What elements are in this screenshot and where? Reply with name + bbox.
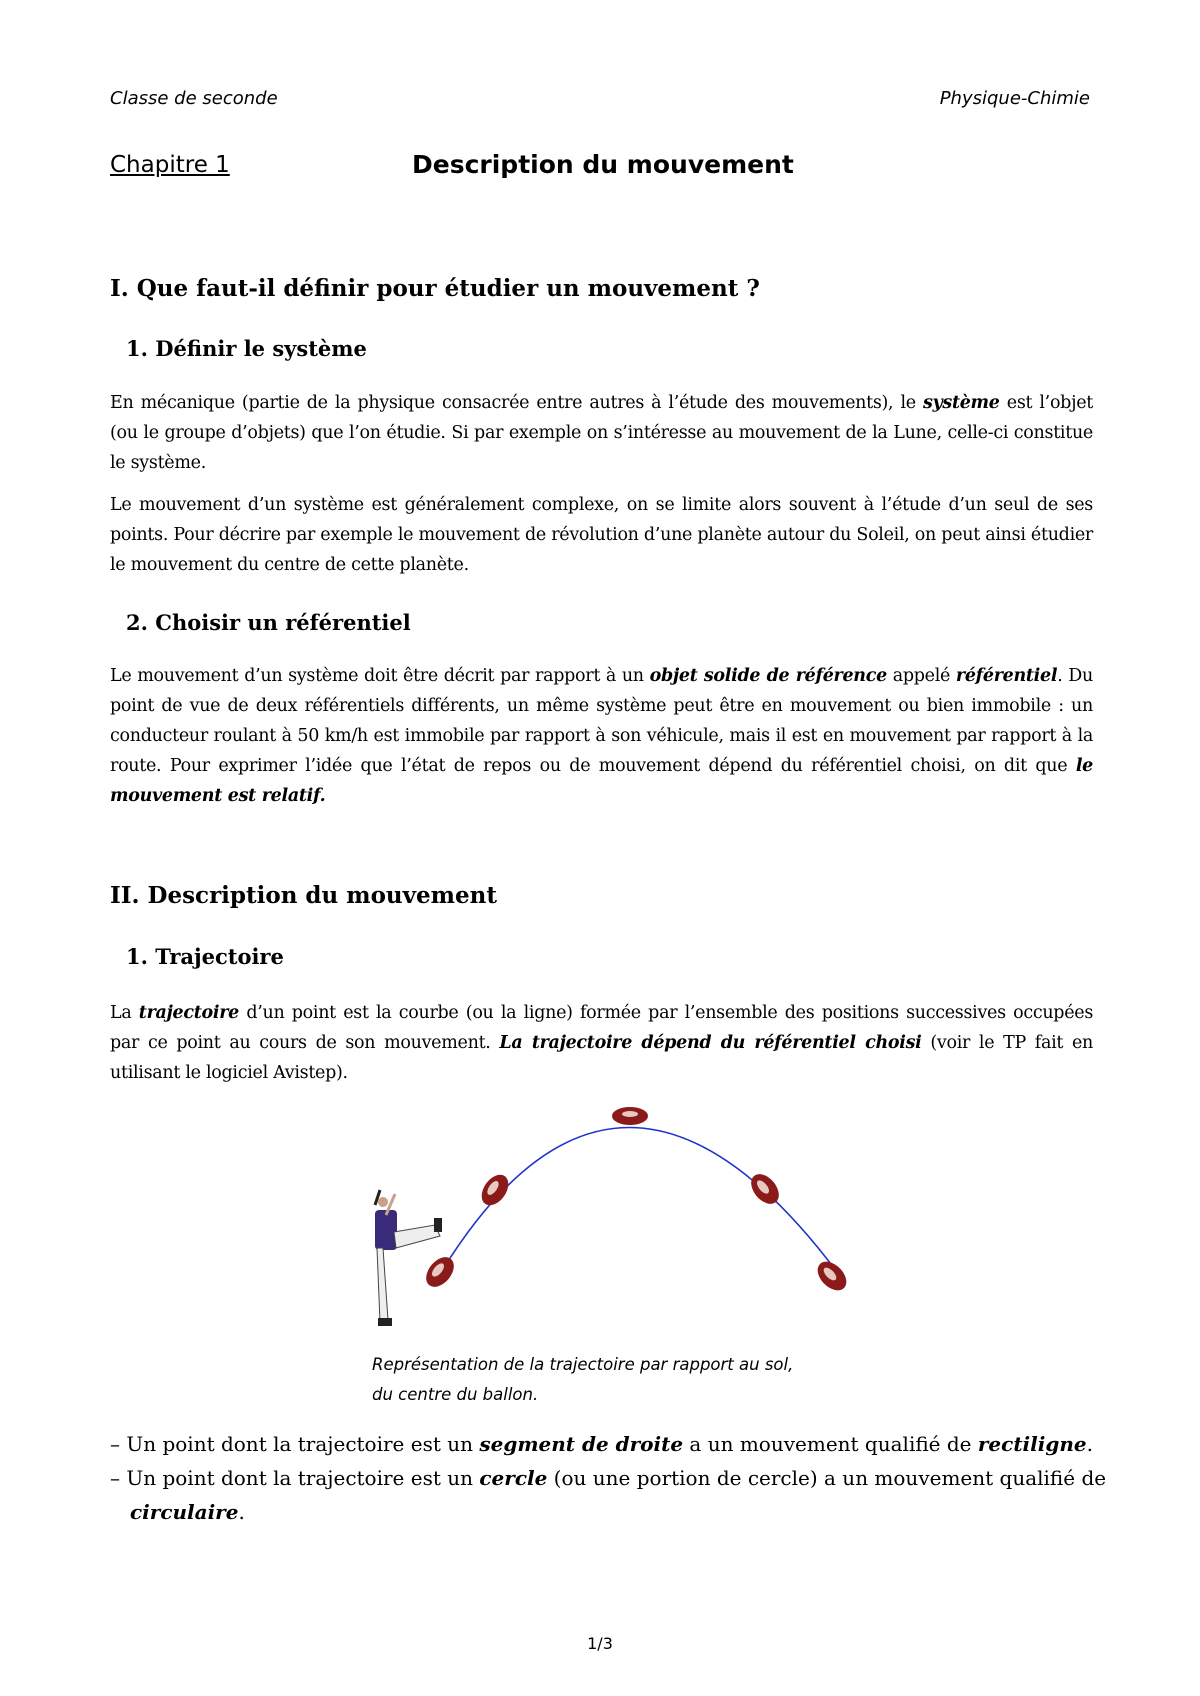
ball: [612, 1107, 648, 1125]
header-left: Classe de seconde: [110, 88, 278, 109]
chapter-title: Description du mouvement: [412, 150, 794, 179]
header-right: Physique-Chimie: [939, 88, 1090, 109]
page-number: 1/3: [587, 1634, 613, 1653]
trajectory-curve: [440, 1127, 840, 1276]
list-item: – Un point dont la trajectoire est un cercle (ou une portion de cercle) a un mouvement qualifié de circulaire.: [110, 1466, 1107, 1524]
paragraph-trajectoire: La trajectoire d’un point est la courbe (ou la ligne) formée par l’ensemble des positions successives occupées par ce point au cours de son mouvement. La trajectoire dépend du référentiel choisi (voir le TP fait en utilisant le logiciel Avistep).: [110, 1003, 1094, 1083]
section2-title: II. Description du mouvement: [110, 882, 497, 909]
paragraph-referentiel: Le mouvement d’un système doit être décrit par rapport à un objet solide de référence appelé référentiel. Du point de vue de deux référentiels différents, un même système peut être en mouvement ou bien immobile : un conducteur roulant à 50 km/h est immobile par rapport à son véhicule, mais il est en mouvement par rapport à la route. Pour exprimer l’idée que l’état de repos ou de mouvement dépend du référentiel choisi, on dit que le mouvement est relatif.: [110, 666, 1093, 806]
trajectory-figure: [350, 1090, 870, 1350]
ball: [476, 1170, 514, 1210]
bullet-list: [110, 1427, 1110, 1529]
section1-sub2-title: 2. Choisir un référentiel: [126, 610, 411, 635]
list-item: – Un point dont la trajectoire est un segment de droite a un mouvement qualifié de rectiligne.: [110, 1432, 1093, 1456]
ball: [421, 1252, 460, 1292]
kicker-figure: [375, 1190, 442, 1326]
section2-sub1-title: 1. Trajectoire: [126, 944, 284, 969]
figure-caption: Représentation de la trajectoire par rapport au sol, du centre du ballon.: [372, 1355, 794, 1404]
section1-sub1-title: 1. Définir le système: [126, 336, 367, 361]
paragraph-point: Le mouvement d’un système est généralement complexe, on se limite alors souvent à l’étude d’un seul de ses points. Pour décrire par exemple le mouvement de révolution d’une planète autour du Soleil, on peut ainsi étudier le mouvement du centre de cette planète.: [110, 495, 1093, 575]
chapter-label: Chapitre 1: [110, 152, 230, 178]
section1-title: I. Que faut-il définir pour étudier un mouvement ?: [110, 275, 760, 302]
ball: [812, 1256, 852, 1296]
paragraph-systeme: En mécanique (partie de la physique consacrée entre autres à l’étude des mouvements), le système est l’objet (ou le groupe d’objets) que l’on étudie. Si par exemple on s’intéresse au mouvement de la Lune, celle-ci constitue le système.: [110, 393, 1094, 473]
